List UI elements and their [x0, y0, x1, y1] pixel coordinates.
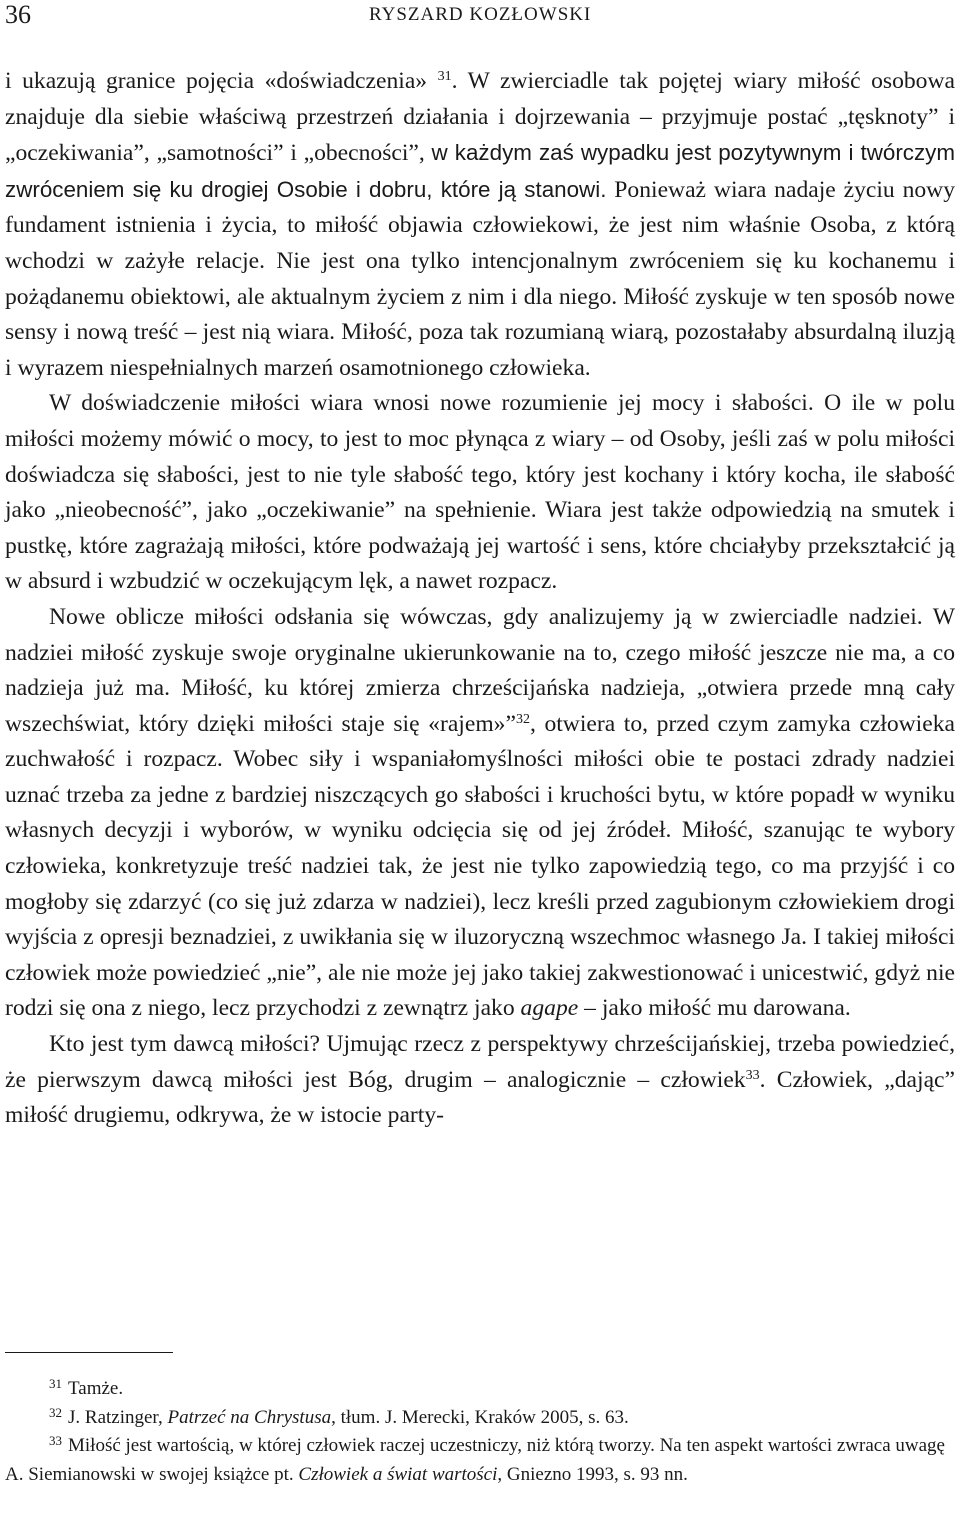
paragraph-3 [5, 600, 955, 1027]
paragraph-4-text-a: Kto jest tym dawcą miłości? Ujmując rzecz z perspektywy chrześcijańskiej, trzeba powiedzieć, że pierwszym dawcą miłości jest Bóg, drugim – analogicznie – człowiek [5, 1031, 955, 1093]
footnote-text: Tamże. [68, 1378, 124, 1399]
paragraph-4 [5, 1027, 955, 1134]
footnote-number: 31 [49, 1376, 62, 1391]
paragraph-1 [5, 64, 955, 386]
body-text [5, 64, 955, 1134]
footnote-text-b: , tłum. J. Merecki, Kraków 2005, s. 63. [331, 1406, 629, 1428]
footnote-ref-31: 31 [437, 69, 452, 84]
paragraph-1-sans-text: w każdym zaś wypadku jest pozytywnym i twórczym zwróceniem się ku drogiej Osobie i dobru, które ją stanowi. [5, 140, 956, 202]
paragraph-4-text-b: . Człowiek, „dając” miłość drugiemu, odkrywa, że w istocie party- [5, 1066, 955, 1129]
footnote-text-a: J. Ratzinger, [68, 1406, 168, 1428]
footnote-number: 33 [49, 1433, 62, 1448]
footnote-ref-33: 33 [745, 1067, 760, 1083]
paragraph-3-text-c: – jako miłość mu darowana. [578, 995, 851, 1022]
paragraph-1-text-c: Ponieważ wiara nadaje życiu nowy fundament istnienia i życia, to miłość objawia człowiekowi, że jest nim właśnie Osoba, z którą wchodzi w zażyłe relacje. Nie jest ona tylko intencjonalnym zwróceniem się ku kochanemu i pożądanemu obiektowi, ale aktualnym życiem z nim i dla niego. Miłość zyskuje w ten sposób nowe sensy i nową treść – jest nią wiara. Miłość, poza tak rozumianą wiarą, pozostałaby absurdalną iluzją i wyrazem niespełnialnych marzeń osamotnionego człowieka. [5, 176, 955, 381]
footnotes [5, 1375, 955, 1489]
footnote-31 [5, 1375, 955, 1404]
paragraph-1-text-a: i ukazują granice pojęcia «doświadczenia» [5, 68, 438, 94]
book-title: Człowiek a świat wartości [298, 1463, 498, 1485]
paragraph-3-text-b: , otwiera to, przed czym zamyka człowieka zuchwałość i rozpacz. Wobec siły i wspaniałomyślności miłości obie te postaci zdrady nadziei uznać trzeba za jedne z bardziej niszczących go słabości i kruchości bytu, w które popadł w wyniku własnych decyzji i wyborów, w wyniku odcięcia się od jej źródeł. Miłość, szanując te wybory człowieka, konkretyzuje treść nadziei tak, że jest nie tylko zapowiedzią tego, co ma przyjść i co mogłoby się zdarzyć (co się już zdarza w nadziei), lecz kreśli przed zagubionym człowiekiem drogi wyjścia z opresji beznadziei, z uwikłania się w iluzoryczną wszechmoc własnego Ja. I takiej miłości człowiek może powiedzieć „nie”, ale nie może jej jako takiej zakwestionować i unicestwić, gdyż nie rodzi się ona z niego, lecz przychodzi z zewnątrz jako [5, 710, 955, 1022]
footnote-ref-32: 32 [515, 711, 530, 727]
page-number: 36 [5, 0, 31, 29]
paragraph-1-text-b: . W zwierciadle tak pojętej wiary miłość osobowa znajduje dla siebie właściwą przestrzeń działania i dojrzewania – przyjmuje postać „tęsknoty” i „oczekiwania”, „samotności” i „obecności”, [5, 68, 955, 167]
footnote-32 [5, 1404, 955, 1433]
footnote-text-b: , Gniezno 1993, s. 93 nn. [497, 1463, 688, 1485]
footnote-text-a: Miłość jest wartością, w której człowiek raczej uczestniczy, niż którą tworzy. Na ten aspekt wartości zwraca uwagę A. Siemianowski w swojej książce pt. [5, 1435, 945, 1485]
page-header [5, 0, 950, 40]
footnote-separator [5, 1352, 173, 1353]
agape-term: agape [520, 995, 579, 1022]
paragraph-2: W doświadczenie miłości wiara wnosi nowe rozumienie jej mocy i słabości. O ile w polu miłości możemy mówić o mocy, to jest to moc płynąca z wiary – od Osoby, jeśli zaś w polu miłości doświadcza się słabości, jest to nie tyle słabość tego, który jest kochany i który kocha, ile słabość jako „nieobecność”, jako „oczekiwanie” na spełnienie. Wiara jest także odpowiedzią na smutek i pustkę, które zagrażają miłości, które podważają jej wartość i sens, które chciałyby przekształcić ją w absurd i wzbudzić w oczekującym lęk, a nawet rozpacz. [5, 390, 955, 595]
paragraph-3-text-a: Nowe oblicze miłości odsłania się wówczas, gdy analizujemy ją w zwierciadle nadziei. W nadziei miłość zyskuje swoje oryginalne ukierunkowanie na to, czego miłość jeszcze nie ma, a co nadzieja już ma. Miłość, ku której zmierza chrześcijańska nadzieja, „otwiera przede mną cały wszechświat, który dzięki miłości staje się «rajem»” [5, 603, 955, 737]
footnote-33 [5, 1432, 955, 1489]
running-head: RYSZARD KOZŁOWSKI [369, 4, 592, 25]
footnote-number: 32 [49, 1404, 62, 1420]
book-title: Patrzeć na Chrystusa [167, 1406, 332, 1428]
